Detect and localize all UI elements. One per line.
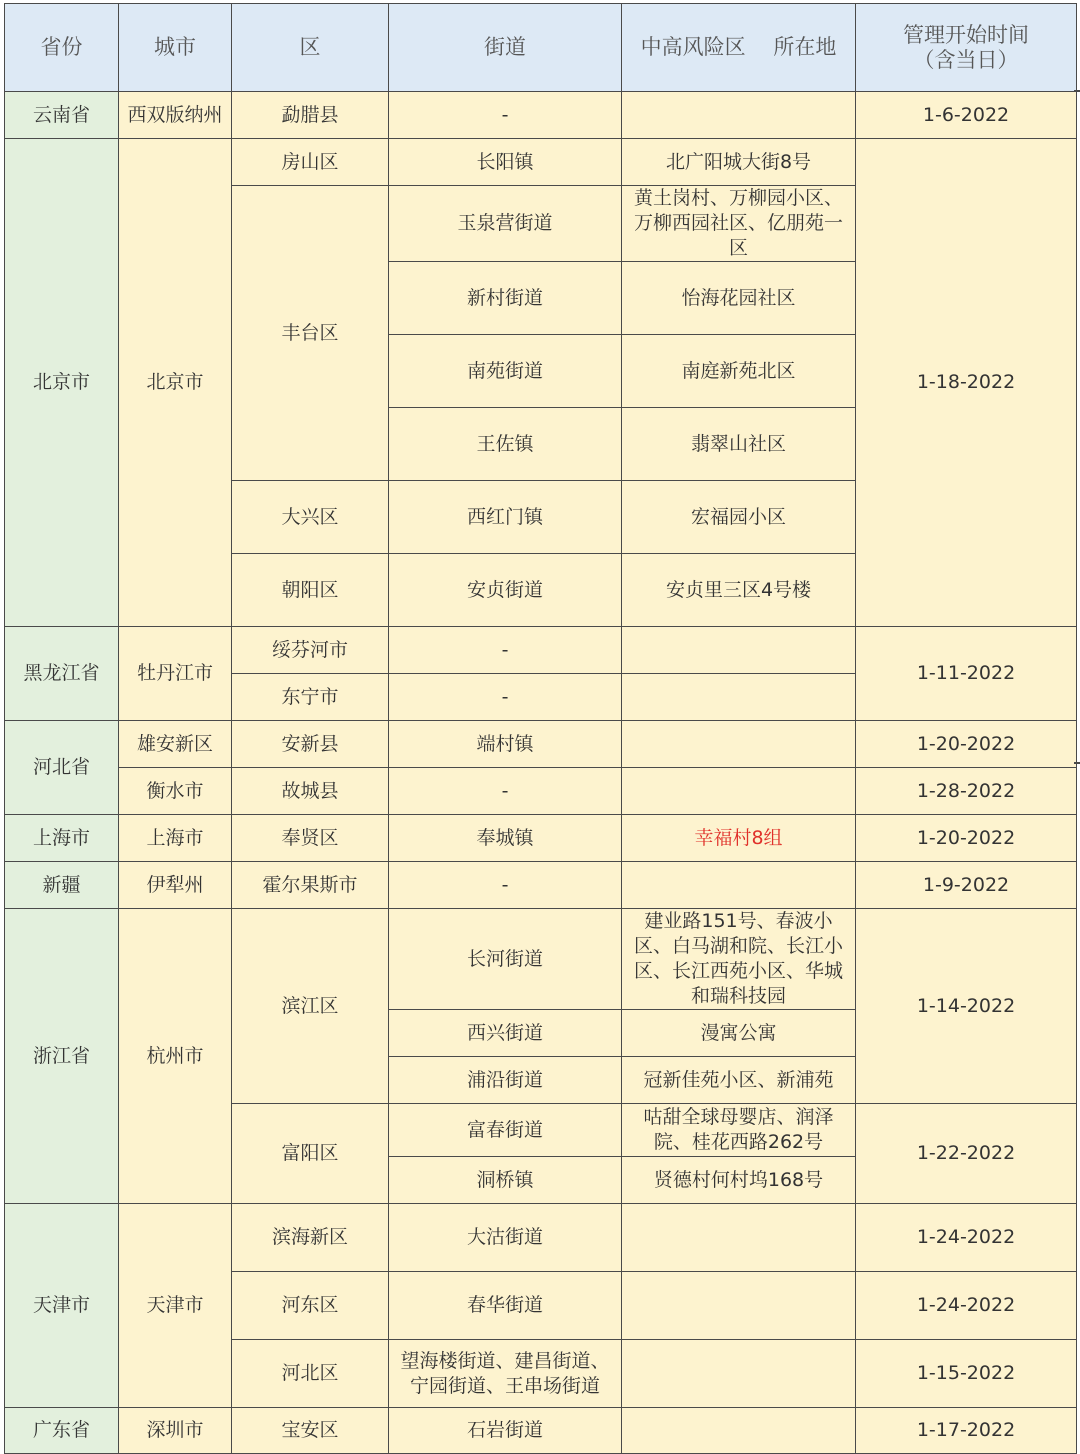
- street-cell: 新村街道: [389, 262, 622, 335]
- header-province: 省份: [5, 4, 119, 92]
- city-cell: 雄安新区: [119, 721, 232, 768]
- city-cell: 牡丹江市: [119, 627, 232, 721]
- date-cell: 1-17-2022: [856, 1408, 1077, 1454]
- header-district: 区: [232, 4, 389, 92]
- area-cell: [622, 627, 856, 674]
- district-cell: 滨江区: [232, 909, 389, 1104]
- street-cell: 长阳镇: [389, 139, 622, 186]
- street-cell: -: [389, 862, 622, 909]
- street-cell: 长河街道: [389, 909, 622, 1010]
- table-row: [5, 1204, 1077, 1272]
- city-cell: 伊犁州: [119, 862, 232, 909]
- table-row: [5, 815, 1077, 862]
- province-cell: 北京市: [5, 139, 119, 627]
- date-cell: 1-24-2022: [856, 1204, 1077, 1272]
- table-row: [5, 627, 1077, 674]
- district-cell: 河北区: [232, 1340, 389, 1408]
- street-cell: 安贞街道: [389, 554, 622, 627]
- date-cell: 1-20-2022: [856, 815, 1077, 862]
- header-row: [5, 4, 1077, 92]
- table-edge-line: [1074, 90, 1080, 92]
- district-cell: 滨海新区: [232, 1204, 389, 1272]
- street-cell: 洞桥镇: [389, 1157, 622, 1204]
- district-cell: 富阳区: [232, 1104, 389, 1204]
- street-cell: 浦沿街道: [389, 1057, 622, 1104]
- date-cell: 1-14-2022: [856, 909, 1077, 1104]
- header-start-time: 管理开始时间 （含当日）: [856, 4, 1077, 92]
- area-cell: [622, 1204, 856, 1272]
- street-cell: -: [389, 674, 622, 721]
- district-cell: 大兴区: [232, 481, 389, 554]
- date-cell: 1-28-2022: [856, 768, 1077, 815]
- date-cell: 1-22-2022: [856, 1104, 1077, 1204]
- district-cell: 房山区: [232, 139, 389, 186]
- table-edge-line: [1074, 762, 1080, 764]
- city-cell: 衡水市: [119, 768, 232, 815]
- table-row: [5, 139, 1077, 186]
- area-cell: 漫寓公寓: [622, 1010, 856, 1057]
- street-cell: 西兴街道: [389, 1010, 622, 1057]
- header-risk-area: 中高风险区 所在地: [622, 4, 856, 92]
- street-cell: 望海楼街道、建昌街道、宁园街道、王串场街道: [389, 1340, 622, 1408]
- street-cell: 南苑街道: [389, 335, 622, 408]
- street-cell: 西红门镇: [389, 481, 622, 554]
- street-cell: 石岩街道: [389, 1408, 622, 1454]
- area-cell: [622, 1408, 856, 1454]
- district-cell: 霍尔果斯市: [232, 862, 389, 909]
- date-cell: 1-18-2022: [856, 139, 1077, 627]
- district-cell: 奉贤区: [232, 815, 389, 862]
- area-cell: 建业路151号、春波小区、白马湖和院、长江小区、长江西苑小区、华城和瑞科技园: [622, 909, 856, 1010]
- district-cell: 朝阳区: [232, 554, 389, 627]
- date-cell: 1-24-2022: [856, 1272, 1077, 1340]
- street-cell: 端村镇: [389, 721, 622, 768]
- city-cell: 杭州市: [119, 909, 232, 1204]
- street-cell: 玉泉营街道: [389, 186, 622, 262]
- district-cell: 勐腊县: [232, 92, 389, 139]
- header-city: 城市: [119, 4, 232, 92]
- street-cell: 大沽街道: [389, 1204, 622, 1272]
- district-cell: 绥芬河市: [232, 627, 389, 674]
- province-cell: 新疆: [5, 862, 119, 909]
- area-cell: [622, 1272, 856, 1340]
- area-cell: 安贞里三区4号楼: [622, 554, 856, 627]
- city-cell: 西双版纳州: [119, 92, 232, 139]
- district-cell: 宝安区: [232, 1408, 389, 1454]
- date-cell: 1-20-2022: [856, 721, 1077, 768]
- risk-area-table: [4, 3, 1077, 1454]
- header-street: 街道: [389, 4, 622, 92]
- street-cell: 春华街道: [389, 1272, 622, 1340]
- area-cell: 怡海花园社区: [622, 262, 856, 335]
- province-cell: 天津市: [5, 1204, 119, 1408]
- area-cell-highlighted: 幸福村8组: [622, 815, 856, 862]
- city-cell: 北京市: [119, 139, 232, 627]
- date-cell: 1-11-2022: [856, 627, 1077, 721]
- street-cell: -: [389, 92, 622, 139]
- table-row: [5, 1408, 1077, 1454]
- area-cell: 黄土岗村、万柳园小区、万柳西园社区、亿朋苑一区: [622, 186, 856, 262]
- district-cell: 河东区: [232, 1272, 389, 1340]
- province-cell: 广东省: [5, 1408, 119, 1454]
- street-cell: -: [389, 768, 622, 815]
- street-cell: 富春街道: [389, 1104, 622, 1157]
- date-cell: 1-9-2022: [856, 862, 1077, 909]
- area-cell: 南庭新苑北区: [622, 335, 856, 408]
- street-cell: 王佐镇: [389, 408, 622, 481]
- province-cell: 云南省: [5, 92, 119, 139]
- table-row: [5, 721, 1077, 768]
- area-cell: [622, 862, 856, 909]
- street-cell: -: [389, 627, 622, 674]
- area-cell: [622, 721, 856, 768]
- area-cell: [622, 1340, 856, 1408]
- district-cell: 丰台区: [232, 186, 389, 481]
- date-cell: 1-6-2022: [856, 92, 1077, 139]
- area-cell: 冠新佳苑小区、新浦苑: [622, 1057, 856, 1104]
- province-cell: 浙江省: [5, 909, 119, 1204]
- table-row: [5, 862, 1077, 909]
- table-row: [5, 768, 1077, 815]
- area-cell: [622, 674, 856, 721]
- table-row: [5, 92, 1077, 139]
- province-cell: 黑龙江省: [5, 627, 119, 721]
- area-cell: 翡翠山社区: [622, 408, 856, 481]
- area-cell: 咕甜全球母婴店、润泽院、桂花西路262号: [622, 1104, 856, 1157]
- table-row: [5, 909, 1077, 1010]
- district-cell: 东宁市: [232, 674, 389, 721]
- area-cell: [622, 92, 856, 139]
- city-cell: 天津市: [119, 1204, 232, 1408]
- area-cell: [622, 768, 856, 815]
- area-cell: 北广阳城大街8号: [622, 139, 856, 186]
- street-cell: 奉城镇: [389, 815, 622, 862]
- province-cell: 河北省: [5, 721, 119, 815]
- district-cell: 故城县: [232, 768, 389, 815]
- area-cell: 宏福园小区: [622, 481, 856, 554]
- city-cell: 上海市: [119, 815, 232, 862]
- date-cell: 1-15-2022: [856, 1340, 1077, 1408]
- district-cell: 安新县: [232, 721, 389, 768]
- city-cell: 深圳市: [119, 1408, 232, 1454]
- area-cell: 贤德村何村坞168号: [622, 1157, 856, 1204]
- province-cell: 上海市: [5, 815, 119, 862]
